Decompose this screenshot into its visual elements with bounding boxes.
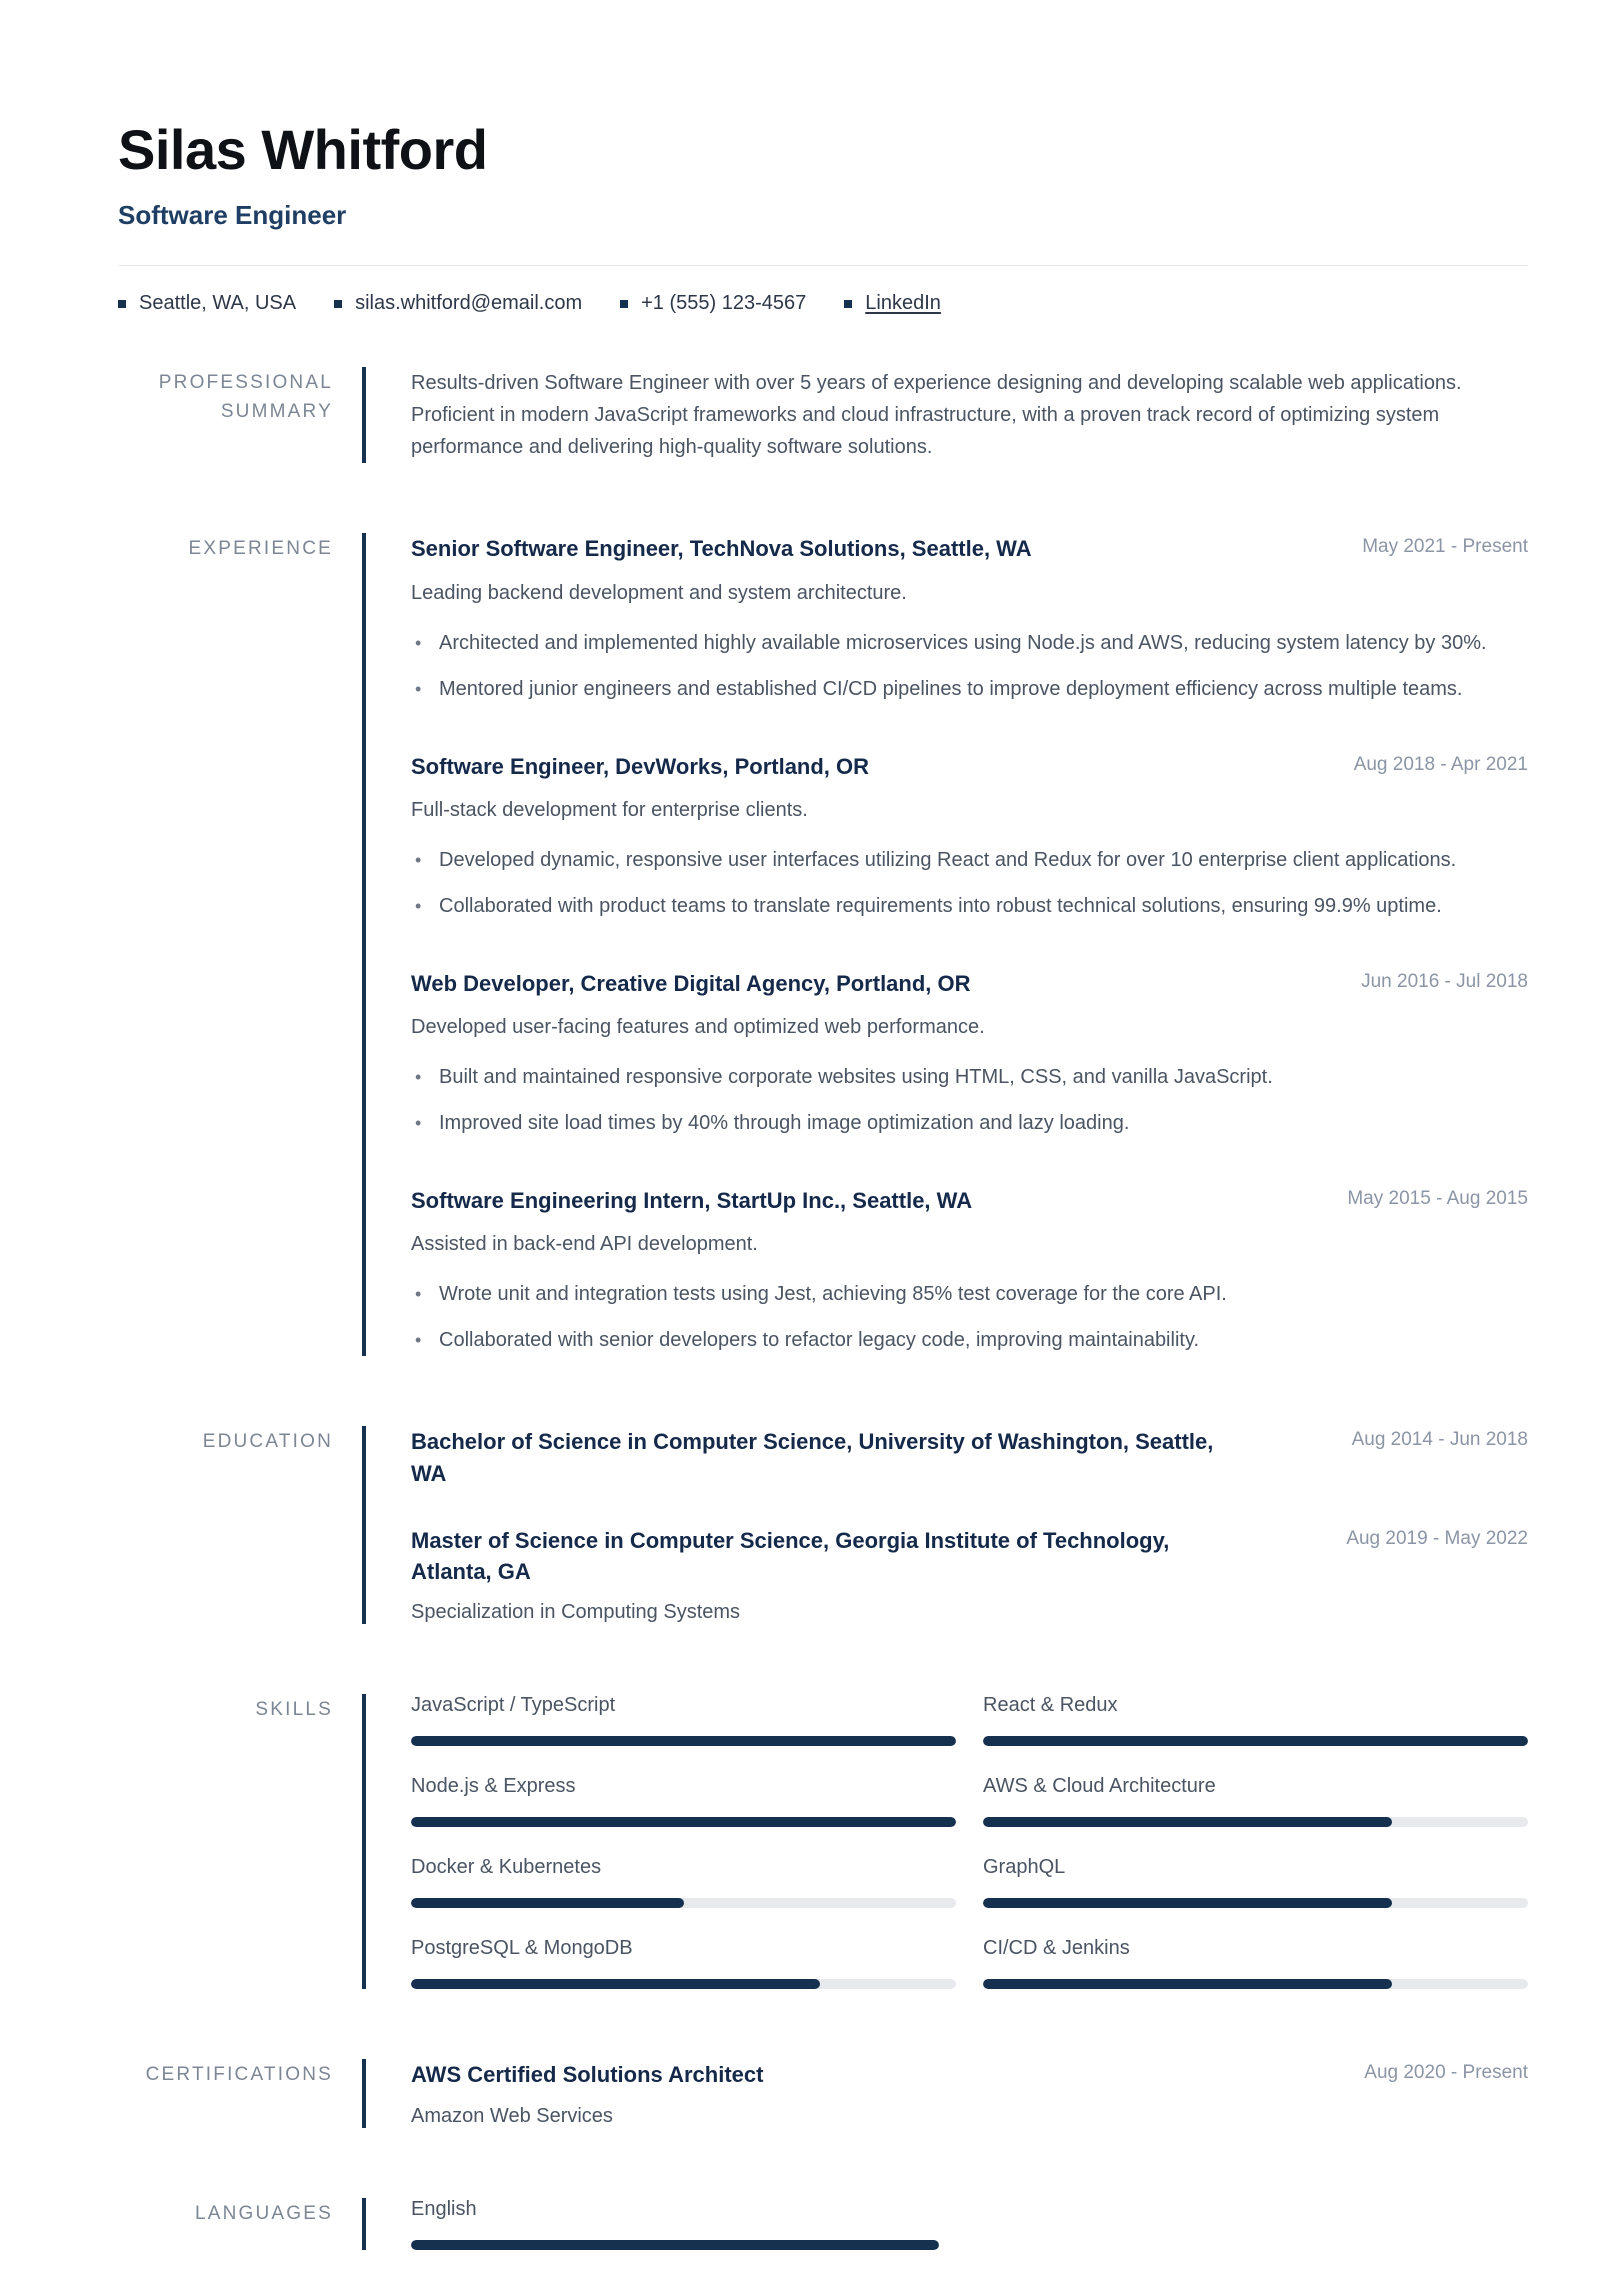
candidate-job-title: Software Engineer: [118, 200, 347, 231]
entry-header: [411, 533, 1528, 564]
job-bullet-list: [411, 628, 1528, 705]
skill-bar-fill: [411, 1736, 956, 1746]
square-bullet-icon: [334, 300, 342, 308]
contact-email-text: silas.whitford@email.com: [355, 292, 583, 315]
entry-header: [411, 751, 1528, 782]
skill-name: AWS & Cloud Architecture: [983, 1775, 1216, 1798]
degree-dates: Aug 2014 - Jun 2018: [1351, 1429, 1528, 1451]
section-education: [118, 1426, 1528, 1624]
skill-name: GraphQL: [983, 1856, 1066, 1879]
job-dates: Aug 2018 - Apr 2021: [1353, 753, 1528, 775]
section-skills: [118, 1694, 1528, 1989]
skill-bar-track: [983, 1736, 1528, 1746]
section-experience: [118, 533, 1528, 1356]
skill-item: [411, 1856, 956, 1908]
experience-entry: [411, 533, 1528, 704]
job-dates: May 2015 - Aug 2015: [1347, 1188, 1528, 1210]
skill-bar-fill: [983, 1736, 1528, 1746]
section-label-summary: PROFESSIONAL SUMMARY: [158, 372, 333, 422]
certification-dates: Aug 2020 - Present: [1364, 2062, 1528, 2084]
section-label-languages: LANGUAGES: [194, 2202, 333, 2224]
job-bullet: • Collaborated with product teams to translate requirements into robust technical solutions, ensuring 99.9% uptime.: [411, 891, 1528, 922]
skill-bar-track: [983, 1898, 1528, 1908]
entry-header: [411, 968, 1528, 999]
skill-bar-track: [411, 1817, 956, 1827]
degree-details: Specialization in Computing Systems: [411, 1601, 741, 1624]
languages-content: [362, 2198, 1528, 2250]
skill-bar-fill: [983, 1817, 1392, 1827]
certification-issuer: Amazon Web Services: [411, 2104, 613, 2127]
square-bullet-icon: [118, 300, 126, 308]
job-bullet: • Mentored junior engineers and established CI/CD pipelines to improve deployment efficiency across multiple teams.: [411, 674, 1528, 705]
skill-item: [983, 1694, 1528, 1746]
section-professional-summary: [118, 367, 1528, 463]
job-bullet: • Built and maintained responsive corporate websites using HTML, CSS, and vanilla JavaScript.: [411, 1062, 1528, 1093]
skill-bar-track: [411, 1979, 956, 1989]
section-languages: [118, 2198, 1528, 2250]
skill-bar-track: [983, 1817, 1528, 1827]
skill-item: [983, 1856, 1528, 1908]
job-bullet: • Collaborated with senior developers to refactor legacy code, improving maintainability.: [411, 1325, 1528, 1356]
skill-item: [983, 1937, 1528, 1989]
skill-bar-fill: [983, 1979, 1392, 1989]
skill-name: React & Redux: [983, 1694, 1118, 1717]
job-title: Software Engineering Intern, StartUp Inc., Seattle, WA: [411, 1188, 973, 1214]
header-divider: [118, 265, 1528, 266]
job-summary: Leading backend development and system architecture.: [411, 581, 907, 604]
section-label-certifications: CERTIFICATIONS: [145, 2064, 333, 2086]
language-bar-fill: [411, 2240, 939, 2250]
skill-item: [411, 1937, 956, 1989]
job-title: Senior Software Engineer, TechNova Solutions, Seattle, WA: [411, 536, 1032, 562]
summary-content: [362, 367, 1528, 463]
section-certifications: [118, 2059, 1528, 2127]
skill-item: [411, 1775, 956, 1827]
skill-bar-track: [983, 1979, 1528, 1989]
certifications-content: [362, 2059, 1528, 2127]
job-bullet: • Improved site load times by 40% through image optimization and lazy loading.: [411, 1108, 1528, 1139]
job-bullet-list: [411, 1279, 1528, 1356]
contact-location: [118, 292, 296, 315]
resume-header: [118, 118, 1528, 315]
contact-email: [334, 292, 582, 315]
job-summary: Developed user-facing features and optimized web performance.: [411, 1016, 985, 1039]
job-dates: Jun 2016 - Jul 2018: [1361, 970, 1528, 992]
resume-body: [118, 367, 1528, 2249]
entry-header: [411, 2059, 1528, 2090]
skill-bar-fill: [983, 1898, 1392, 1908]
certification-entry: [411, 2059, 1528, 2127]
certification-title: AWS Certified Solutions Architect: [411, 2062, 764, 2088]
language-entry: [411, 2198, 1528, 2250]
skill-name: JavaScript / TypeScript: [411, 1694, 616, 1717]
skill-name: PostgreSQL & MongoDB: [411, 1937, 633, 1960]
skill-item: [411, 1694, 956, 1746]
entry-header: [411, 1426, 1528, 1488]
skill-bar-track: [411, 1736, 956, 1746]
job-bullet-list: [411, 845, 1528, 922]
skill-item: [983, 1775, 1528, 1827]
degree-dates: Aug 2019 - May 2022: [1346, 1527, 1528, 1549]
candidate-name: Silas Whitford: [118, 118, 488, 181]
skills-grid: [411, 1694, 1528, 1989]
square-bullet-icon: [620, 300, 628, 308]
job-bullet: • Wrote unit and integration tests using Jest, achieving 85% test coverage for the core API.: [411, 1279, 1528, 1310]
experience-content: [362, 533, 1528, 1356]
experience-entry: [411, 751, 1528, 922]
entry-header: [411, 1525, 1528, 1587]
skill-bar-fill: [411, 1979, 820, 1989]
experience-entry: [411, 968, 1528, 1139]
contact-linkedin: [844, 292, 941, 315]
contact-phone-text: +1 (555) 123-4567: [641, 292, 807, 315]
job-dates: May 2021 - Present: [1362, 536, 1528, 558]
section-label-education: EDUCATION: [202, 1431, 333, 1453]
section-label-skills: SKILLS: [255, 1699, 333, 1721]
education-entry: [411, 1426, 1528, 1488]
contact-phone: [620, 292, 806, 315]
skill-name: Node.js & Express: [411, 1775, 576, 1798]
skill-name: Docker & Kubernetes: [411, 1856, 602, 1879]
experience-entry: [411, 1185, 1528, 1356]
section-label-experience: EXPERIENCE: [188, 538, 333, 560]
skills-content: [362, 1694, 1528, 1989]
job-bullet-list: [411, 1062, 1528, 1139]
education-entry: [411, 1525, 1528, 1624]
contact-location-text: Seattle, WA, USA: [139, 292, 297, 315]
contact-row: [118, 292, 1528, 315]
skill-bar-track: [411, 1898, 956, 1908]
job-title: Web Developer, Creative Digital Agency, Portland, OR: [411, 970, 971, 996]
education-content: [362, 1426, 1528, 1624]
skill-bar-fill: [411, 1898, 684, 1908]
language-name: English: [411, 2197, 477, 2220]
degree-title: Bachelor of Science in Computer Science, University of Washington, Seattle, WA: [411, 1429, 1214, 1486]
entry-header: [411, 1185, 1528, 1216]
summary-text: Results-driven Software Engineer with over 5 years of experience designing and developing scalable web applications. Proficient in modern JavaScript frameworks and cloud infrastructure, with a proven track record of optimizing system performance and delivering high-quality software solutions.: [411, 372, 1462, 459]
job-summary: Full-stack development for enterprise clients.: [411, 798, 808, 821]
job-title: Software Engineer, DevWorks, Portland, OR: [411, 753, 870, 779]
linkedin-link[interactable]: LinkedIn: [865, 292, 941, 315]
language-bar-track: [411, 2240, 939, 2250]
skill-name: CI/CD & Jenkins: [983, 1937, 1130, 1960]
job-bullet: • Architected and implemented highly available microservices using Node.js and AWS, reducing system latency by 30%.: [411, 628, 1528, 659]
degree-title: Master of Science in Computer Science, Georgia Institute of Technology, Atlanta, GA: [411, 1527, 1170, 1585]
skill-bar-fill: [411, 1817, 956, 1827]
job-bullet: • Developed dynamic, responsive user interfaces utilizing React and Redux for over 10 enterprise client applications.: [411, 845, 1528, 876]
job-summary: Assisted in back-end API development.: [411, 1233, 758, 1256]
square-bullet-icon: [844, 300, 852, 308]
